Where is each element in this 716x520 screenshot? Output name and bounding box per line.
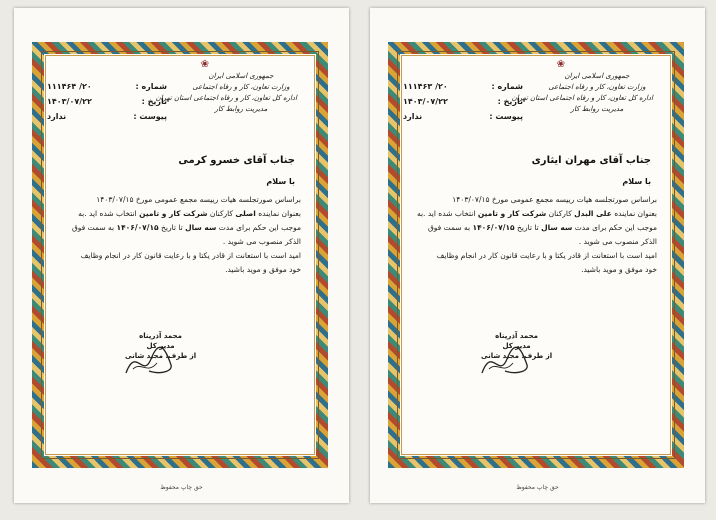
letter-page-right (370, 8, 705, 503)
body-line: خود موفق و موید باشید. (225, 265, 301, 274)
body-text: انتخاب شده اید .به (416, 209, 476, 218)
letter-meta (47, 79, 167, 124)
signature-scribble-icon (121, 341, 181, 381)
body-line: الذکر منصوب می شوید . (222, 237, 301, 246)
representative-type: اصلی (235, 209, 256, 218)
term-length: سه سال (541, 223, 573, 232)
body-text: بعنوان نماینده (258, 209, 301, 218)
recipient: جناب آقای خسرو کرمی (178, 155, 295, 166)
body-text: کارکنان (209, 209, 233, 218)
signer-title: مدیر کل (502, 342, 531, 350)
number-value: ۲۰/ ۱۱۱۴۶۴ (47, 82, 92, 91)
ministry-line: مدیریت روابط کار (570, 105, 624, 113)
body-line (53, 221, 301, 235)
body-text: موجب این حکم برای مدت (574, 223, 657, 232)
copyright-footer: حق چاپ محفوظ (160, 484, 203, 491)
body-text: تا تاریخ (517, 223, 539, 232)
ministry-line: وزارت تعاون، کار و رفاه اجتماعی (192, 83, 290, 91)
attachment-label: پیوست : (133, 112, 167, 121)
signer-title: مدیر کل (146, 342, 175, 350)
body-text: بعنوان نماینده (614, 209, 657, 218)
body-text: تا تاریخ (161, 223, 183, 232)
body-text: به سمت فوق (71, 223, 115, 232)
number-label: شماره : (491, 82, 523, 91)
ministry-line: وزارت تعاون، کار و رفاه اجتماعی (548, 83, 646, 91)
number-label: شماره : (135, 82, 167, 91)
body-line: امید است با استعانت از قادر یکتا و با رعایت قانون کار در انجام وظایف (436, 251, 657, 260)
ministry-line: اداره کل تعاون، کار و رفاه اجتماعی استان تهران (511, 94, 653, 102)
date-value: ۱۴۰۳/۰۷/۲۲ (403, 97, 448, 106)
representative-type: علی البدل (574, 209, 612, 218)
ministry-line: جمهوری اسلامی ایران (564, 72, 630, 80)
attachment-value: ندارد (47, 112, 67, 121)
ministry-header (511, 71, 653, 115)
body-line (409, 207, 657, 221)
signer-name: محمد آذرپناه (139, 332, 182, 340)
body-line: براساس صورتجلسه هیات رییسه مجمع عمومی مورخ ۱۴۰۳/۰۷/۱۵ (96, 195, 301, 204)
signer-name: محمد آذرپناه (495, 332, 538, 340)
ministry-header (155, 71, 297, 115)
body-text: انتخاب شده اید .به (78, 209, 137, 218)
letter-body (409, 193, 657, 277)
body-text: موجب این حکم برای مدت (218, 223, 301, 232)
signer-on-behalf: از طرف: مجید شانی (125, 352, 197, 360)
body-line: براساس صورتجلسه هیات رییسه مجمع عمومی مورخ ۱۴۰۳/۰۷/۱۵ (452, 195, 657, 204)
date-value: ۱۴۰۳/۰۷/۲۲ (47, 97, 92, 106)
number-value: ۲۰/ ۱۱۱۴۶۳ (403, 82, 448, 91)
term-length: سه سال (185, 223, 217, 232)
greeting: با سلام (622, 177, 651, 186)
letter-content-area (403, 57, 669, 453)
signature-scribble-icon (477, 341, 537, 381)
letter-body (53, 193, 301, 277)
letter-page-left (14, 8, 349, 503)
ministry-line: اداره کل تعاون، کار و رفاه اجتماعی استان تهران (155, 94, 297, 102)
iran-emblem-icon: ❀ (556, 59, 565, 70)
iran-emblem-icon: ❀ (200, 59, 209, 70)
attachment-label: پیوست : (489, 112, 523, 121)
body-line (409, 221, 657, 235)
greeting: با سلام (266, 177, 295, 186)
body-text: کارکنان (548, 209, 572, 218)
company-name: شرکت کار و تامین (477, 209, 547, 218)
attachment-value: ندارد (403, 112, 423, 121)
letter-meta (403, 79, 523, 124)
date-label: تاریخ : (497, 97, 523, 106)
ministry-line: مدیریت روابط کار (214, 105, 268, 113)
body-text: به سمت فوق (427, 223, 471, 232)
company-name: شرکت کار و تامین (139, 209, 208, 218)
ornamental-border (388, 42, 684, 468)
body-line: الذکر منصوب می شوید . (578, 237, 657, 246)
ornamental-border (32, 42, 328, 468)
date-label: تاریخ : (141, 97, 167, 106)
recipient: جناب آقای مهران ایثاری (531, 155, 651, 166)
body-line: امید است با استعانت از قادر یکتا و با رعایت قانون کار در انجام وظایف (80, 251, 301, 260)
copyright-footer: حق چاپ محفوظ (516, 484, 559, 491)
letter-content-area (47, 57, 313, 453)
term-end-date: ۱۴۰۶/۰۷/۱۵ (116, 223, 159, 232)
body-line (53, 207, 301, 221)
signer-on-behalf: از طرف: مجید شانی (481, 352, 553, 360)
term-end-date: ۱۴۰۶/۰۷/۱۵ (472, 223, 515, 232)
body-line: خود موفق و موید باشید. (581, 265, 657, 274)
ministry-line: جمهوری اسلامی ایران (208, 72, 274, 80)
